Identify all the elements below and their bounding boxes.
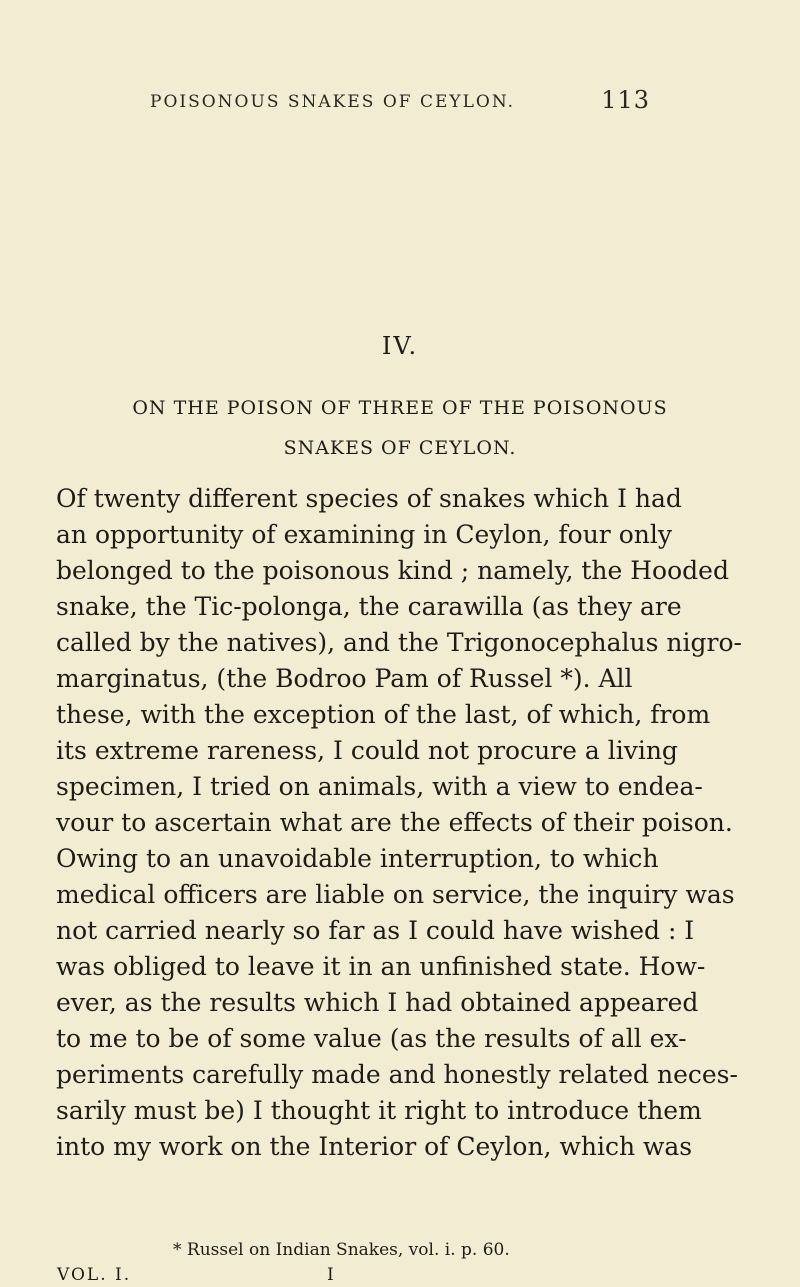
signature-mark: I	[327, 1265, 336, 1285]
page-number: 113	[601, 86, 650, 114]
body-line: vour to ascertain what are the effects of their poison.	[56, 808, 733, 837]
body-line: its extreme rareness, I could not procure a living	[56, 736, 678, 765]
body-line: into my work on the Interior of Ceylon, which was	[56, 1132, 693, 1161]
body-line: specimen, I tried on animals, with a view to endea-	[56, 772, 703, 801]
body-line: snake, the Tic-polonga, the carawilla (as they are	[56, 592, 682, 621]
chapter-title-line: SNAKES OF CEYLON.	[283, 437, 517, 459]
chapter-title-line: ON THE POISON OF THREE OF THE POISONOUS	[132, 397, 668, 419]
body-line: periments carefully made and honestly related neces-	[56, 1060, 738, 1089]
body-line: medical officers are liable on service, the inquiry was	[56, 880, 735, 909]
body-line: was obliged to leave it in an unfinished state. How-	[56, 952, 706, 981]
body-line: to me to be of some value (as the results of all ex-	[56, 1024, 687, 1053]
body-line: Of twenty different species of snakes which I had	[56, 484, 682, 513]
chapter-title	[100, 388, 700, 468]
body-line: an opportunity of examining in Ceylon, four only	[56, 520, 672, 549]
body-line: called by the natives), and the Trigonocephalus nigro-	[56, 628, 742, 657]
volume-mark: VOL. I.	[57, 1265, 132, 1285]
footnote: * Russel on Indian Snakes, vol. i. p. 60.	[173, 1240, 510, 1260]
body-line: not carried nearly so far as I could have wished : I	[56, 916, 695, 945]
body-line: sarily must be) I thought it right to introduce them	[56, 1096, 702, 1125]
body-line: marginatus, (the Bodroo Pam of Russel *). All	[56, 664, 633, 693]
body-line: belonged to the poisonous kind ; namely, the Hooded	[56, 556, 729, 585]
section-number: IV.	[381, 332, 419, 360]
running-head-title: POISONOUS SNAKES OF CEYLON.	[150, 92, 516, 112]
body-line: Owing to an unavoidable interruption, to which	[56, 844, 659, 873]
body-line: ever, as the results which I had obtained appeared	[56, 988, 699, 1017]
body-line: these, with the exception of the last, of which, from	[56, 700, 711, 729]
